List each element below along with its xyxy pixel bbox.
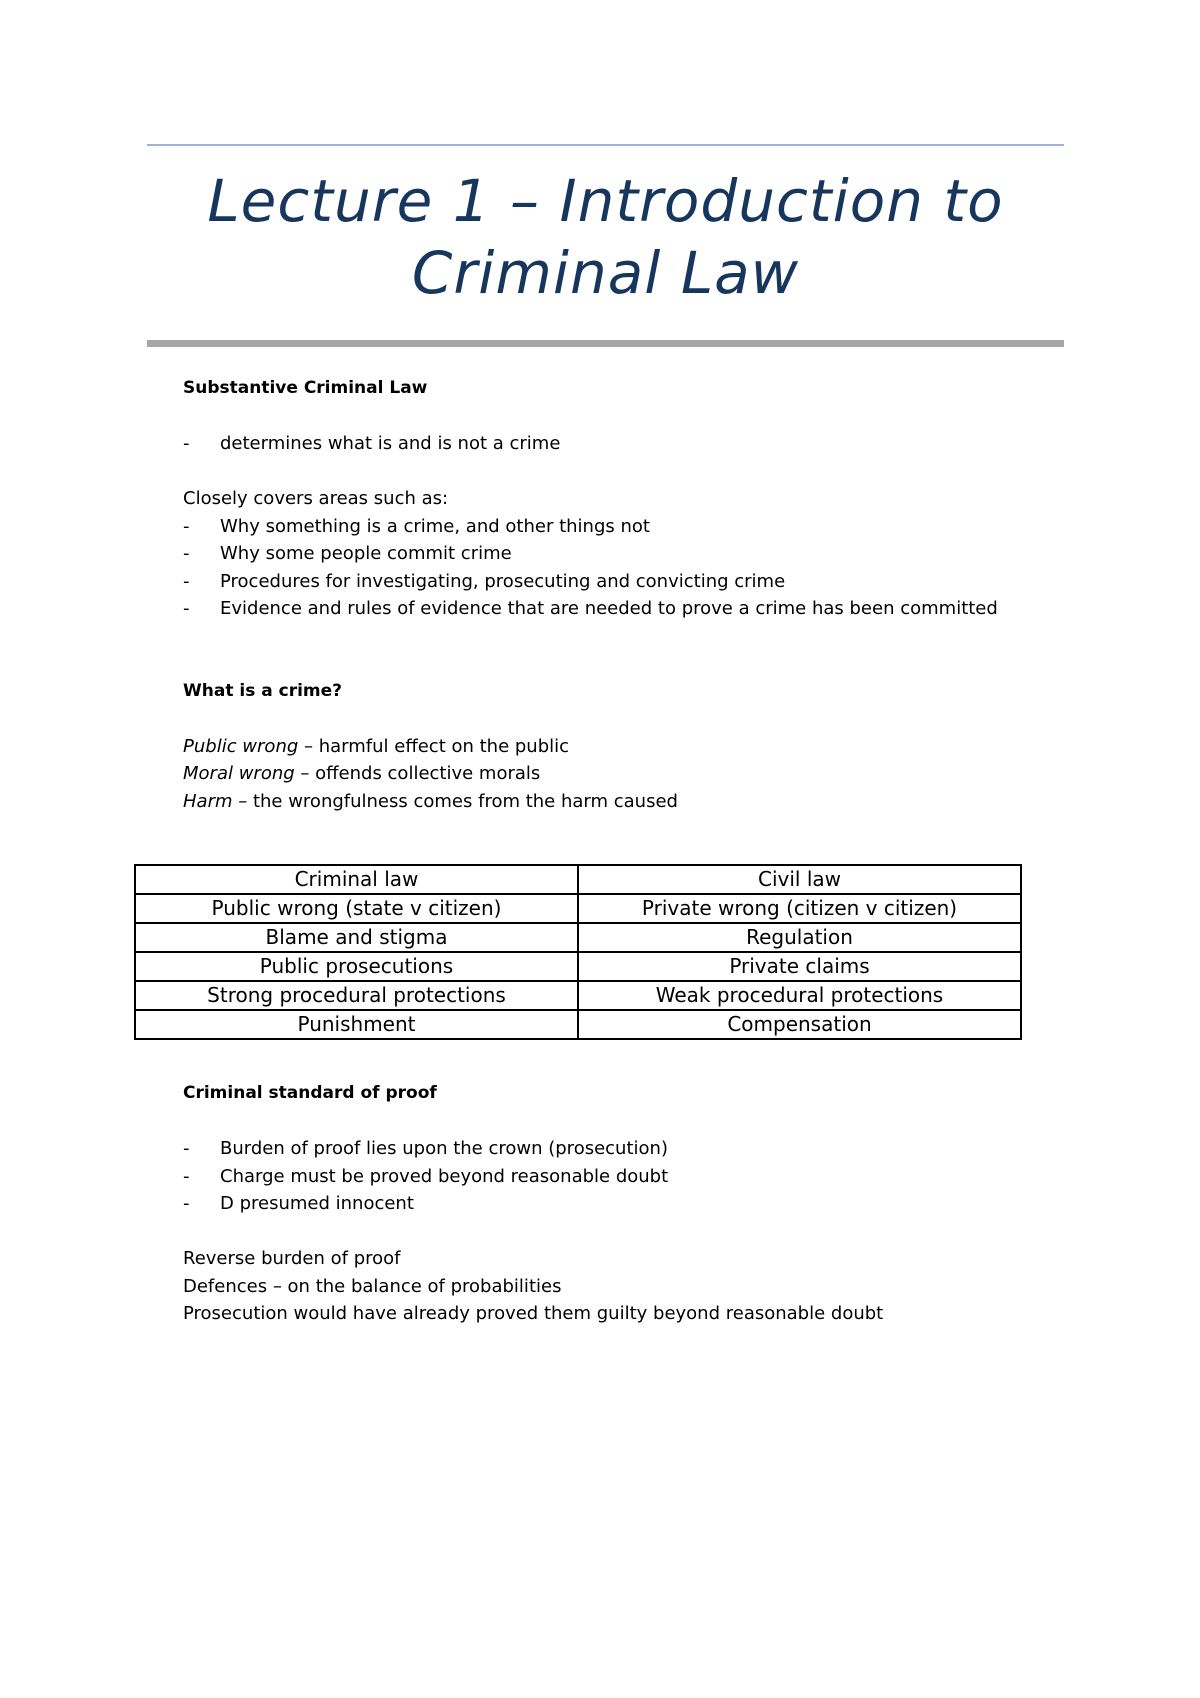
list-item-text: D presumed innocent: [220, 1193, 414, 1214]
table-row: [135, 981, 1021, 1010]
list-item-text: Procedures for investigating, prosecuting and convicting crime: [220, 570, 786, 592]
definition-line: [183, 788, 1063, 816]
table-cell: Strong procedural protections: [135, 981, 578, 1010]
table-cell: Regulation: [578, 923, 1021, 952]
table-cell: Private wrong (citizen v citizen): [578, 894, 1021, 923]
bullet-dash: -: [183, 598, 190, 619]
table-cell: Public prosecutions: [135, 952, 578, 981]
paragraph-line: Defences – on the balance of probabilities: [183, 1275, 562, 1297]
definition-term: Moral wrong: [183, 763, 295, 784]
definition-line: [183, 760, 1063, 788]
paragraph-line: Reverse burden of proof: [183, 1248, 401, 1269]
list-item: [183, 568, 1063, 596]
bullet-dash: -: [183, 515, 190, 537]
list-item-text: Burden of proof lies upon the crown (prosecution): [220, 1138, 668, 1159]
title-top-rule: [147, 144, 1064, 146]
list-item: [183, 1163, 1063, 1191]
definition-term: Harm: [183, 790, 233, 812]
title-line-1: Lecture 1 – Introduction to: [207, 167, 1004, 235]
table-cell: Private claims: [578, 952, 1021, 981]
table-row: [135, 952, 1021, 981]
list-item-text: Why some people commit crime: [220, 543, 512, 564]
comparison-table-wrapper: [134, 864, 1022, 1040]
table-cell: Weak procedural protections: [578, 981, 1021, 1010]
section-heading-standard-of-proof: Criminal standard of proof: [183, 1083, 437, 1103]
list-item: [183, 1190, 1063, 1218]
main-content: [183, 375, 1063, 815]
table-row: [135, 1010, 1021, 1039]
list-item-text: Charge must be proved beyond reasonable doubt: [220, 1165, 669, 1187]
proof-section: [183, 1080, 1063, 1328]
table-header-cell: Civil law: [578, 865, 1021, 894]
table-cell: Compensation: [578, 1010, 1021, 1039]
title-line-2: Criminal Law: [411, 239, 800, 307]
definition-text: – offends collective morals: [294, 763, 541, 784]
list-item-text: Evidence and rules of evidence that are needed to prove a crime has been committed: [220, 598, 998, 619]
table-header-cell: Criminal law: [135, 865, 578, 894]
bullet-dash: -: [183, 570, 190, 592]
definition-term: Public wrong: [183, 735, 299, 757]
bullet-dash: -: [183, 1193, 190, 1214]
table-cell: Blame and stigma: [135, 923, 578, 952]
bullet-dash: -: [183, 1138, 190, 1159]
section-intro-text: Closely covers areas such as:: [183, 488, 449, 509]
definition-text: – harmful effect on the public: [298, 735, 570, 757]
title-bottom-rule: [147, 340, 1064, 347]
definition-line: [183, 733, 1063, 761]
bullet-dash: -: [183, 433, 190, 454]
list-item: [183, 595, 1063, 623]
list-item: [183, 430, 1063, 458]
page-title: [147, 165, 1064, 309]
table-row: [135, 894, 1021, 923]
paragraph-line: Prosecution would have already proved them guilty beyond reasonable doubt: [183, 1303, 884, 1324]
bullet-dash: -: [183, 1165, 190, 1187]
table-cell: Public wrong (state v citizen): [135, 894, 578, 923]
list-item-text: Why something is a crime, and other things not: [220, 515, 650, 537]
list-item: [183, 1135, 1063, 1163]
table-header-row: [135, 865, 1021, 894]
definition-text: – the wrongfulness comes from the harm caused: [232, 790, 678, 812]
bullet-dash: -: [183, 543, 190, 564]
table-cell: Punishment: [135, 1010, 578, 1039]
list-item: [183, 513, 1063, 541]
comparison-table: [134, 864, 1022, 1040]
section-heading-substantive: Substantive Criminal Law: [183, 378, 428, 398]
list-item: [183, 540, 1063, 568]
section-heading-what-is-crime: What is a crime?: [183, 680, 343, 701]
table-row: [135, 923, 1021, 952]
list-item-text: determines what is and is not a crime: [220, 433, 561, 454]
